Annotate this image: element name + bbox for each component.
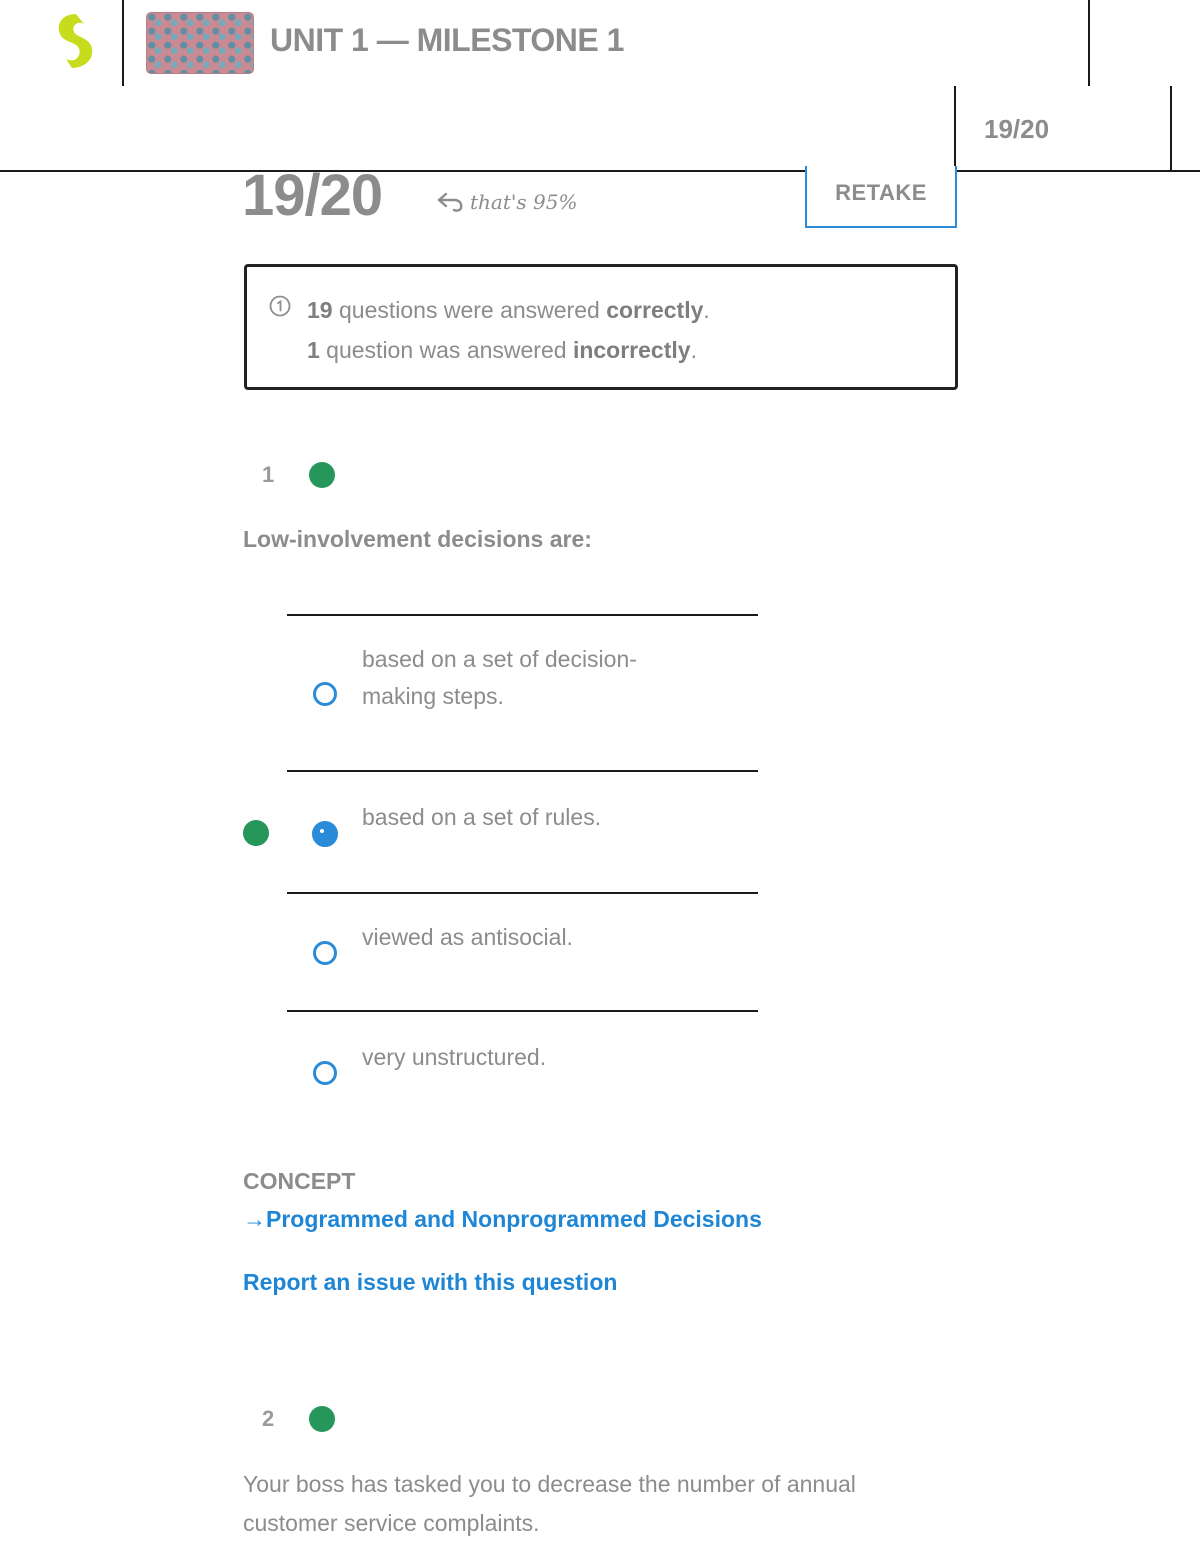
answer-radio-selected[interactable] bbox=[312, 821, 338, 847]
question-number: 2 bbox=[262, 1406, 275, 1431]
option-divider bbox=[287, 892, 758, 894]
info-icon bbox=[269, 295, 291, 317]
question-text: Low-involvement decisions are: bbox=[243, 526, 592, 552]
score-tab[interactable]: 19/20 bbox=[984, 114, 1050, 144]
course-title: UNIT 1 — MILESTONE 1 bbox=[270, 22, 624, 58]
option-divider bbox=[287, 770, 758, 772]
question-number: 1 bbox=[262, 462, 275, 487]
correct-status-dot bbox=[309, 1406, 335, 1432]
tab-divider bbox=[1170, 86, 1172, 172]
correct-end: . bbox=[703, 297, 710, 323]
logo-icon[interactable] bbox=[50, 10, 102, 72]
incorrect-mid-text: question was answered bbox=[319, 337, 573, 363]
option-divider bbox=[287, 614, 758, 616]
correct-answer-marker bbox=[243, 820, 269, 846]
percent-text: that's 95% bbox=[470, 190, 578, 214]
correct-mid-text: questions were answered bbox=[332, 297, 607, 323]
concept-link-text: Programmed and Nonprogrammed Decisions bbox=[266, 1206, 762, 1232]
incorrect-word: incorrectly bbox=[572, 337, 691, 363]
correct-status-dot bbox=[309, 462, 335, 488]
report-issue-link[interactable]: Report an issue with this question bbox=[243, 1269, 618, 1295]
concept-label: CONCEPT bbox=[243, 1168, 356, 1194]
incorrect-end: . bbox=[690, 337, 697, 363]
arrow-right-icon: → bbox=[243, 1206, 266, 1232]
results-summary-box bbox=[244, 264, 958, 390]
correct-summary bbox=[307, 297, 710, 324]
retake-button[interactable]: RETAKE bbox=[805, 166, 957, 228]
header-divider bbox=[1088, 0, 1090, 86]
option-divider bbox=[287, 1010, 758, 1012]
answer-option-text: based on a set of rules. bbox=[362, 804, 602, 830]
answer-radio[interactable] bbox=[313, 1061, 337, 1085]
percent-annotation bbox=[436, 190, 577, 214]
answer-option-text: viewed as antisocial. bbox=[362, 924, 573, 950]
question-text: Your boss has tasked you to decrease the number of annual customer service complaints. bbox=[243, 1471, 856, 1536]
correct-count: 19 bbox=[307, 297, 333, 323]
course-thumbnail bbox=[146, 12, 254, 74]
curved-arrow-icon bbox=[436, 191, 464, 213]
concept-link[interactable] bbox=[243, 1206, 762, 1233]
incorrect-summary bbox=[307, 337, 697, 364]
answer-radio[interactable] bbox=[313, 941, 337, 965]
header-divider bbox=[122, 0, 124, 86]
header-bottom-rule bbox=[0, 170, 1200, 172]
incorrect-count: 1 bbox=[307, 337, 320, 363]
correct-word: correctly bbox=[606, 297, 704, 323]
answer-option-text: based on a set of decision-making steps. bbox=[362, 646, 637, 709]
tab-divider bbox=[954, 86, 956, 172]
total-score: 19/20 bbox=[242, 163, 383, 228]
answer-radio[interactable] bbox=[313, 682, 337, 706]
answer-option-text: very unstructured. bbox=[362, 1044, 547, 1070]
